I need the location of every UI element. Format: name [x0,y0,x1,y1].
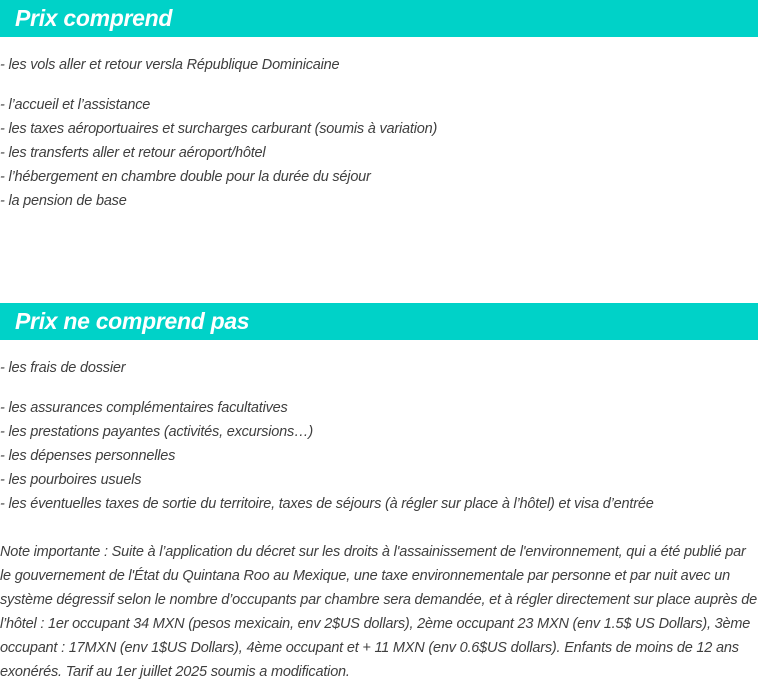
list-item-excluded: - les frais de dossier [0,360,126,376]
section-title-price-includes: Prix comprend [15,5,173,31]
important-note: Note importante : Suite à l’application du décret sur les droits à l'assainissement de l'environnement, qui a été publié par le gouvernement de l'État du Quintana Roo au Mexique, une taxe environnementale par personne et par nuit avec un système dégressif selon le nombre d’occupants par chambre sera demandée, et à régler directement sur place auprès de l’hôtel : 1er occupant 34 MXN (pesos mexicain, env 2$US dollars), 2ème occupant 23 MXN (env 1.5$ US Dollars), 3ème occupant : 17MXN (env 1$US Dollars), 4ème occupant et + 11 MXN (env 0.6$US dollars). Enfants de moins de 12 ans exonérés. Tarif au 1er juillet 2025 soumis a modification. [0,544,757,680]
list-item-included: - l’hébergement en chambre double pour la durée du séjour [0,169,371,185]
list-item-included: - les taxes aéroportuaires et surcharges carburant (soumis à variation) [0,121,438,137]
list-item-included: - les transferts aller et retour aéroport/hôtel [0,145,266,161]
section-header-price-includes [0,0,758,37]
list-item-included: - les vols aller et retour versla République Dominicaine [0,57,340,73]
list-item-excluded: - les éventuelles taxes de sortie du territoire, taxes de séjours (à régler sur place à l’hôtel) et visa d’entrée [0,496,654,512]
list-item-excluded: - les prestations payantes (activités, excursions…) [0,424,313,440]
list-item-excluded: - les pourboires usuels [0,472,142,488]
list-item-excluded: - les dépenses personnelles [0,448,176,464]
list-item-included: - la pension de base [0,193,127,209]
section-title-price-excludes: Prix ne comprend pas [15,308,250,334]
list-item-excluded: - les assurances complémentaires facultatives [0,400,288,416]
section-header-price-excludes [0,303,758,340]
list-item-included: - l’accueil et l’assistance [0,97,151,113]
